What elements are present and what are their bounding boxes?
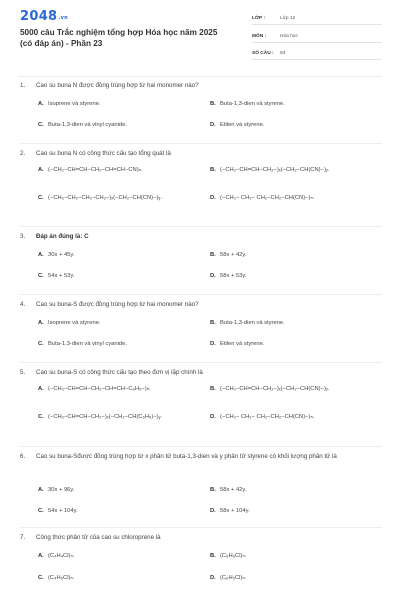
question-number: 2. [20,150,26,157]
meta-grade: LỚP : Lớp 12 [252,11,382,25]
document-title: 5000 câu Trắc nghiệm tổng hợp Hóa học năm 2025 (có đáp án) - Phần 23 [20,28,218,48]
option-text: (−CH₂−CH₂−CH₂−CH₂−)ₓ(−CH₂−CH(CN)−)ᵧ. [48,195,162,201]
question-text [20,149,382,158]
question-number: 6. [20,453,26,460]
option-text: (C₈H₆Cl)ₙ. [220,553,247,559]
option-letter: C. [38,508,44,514]
question-text [20,452,382,461]
option-a[interactable] [38,385,198,394]
question-6 [20,452,382,514]
option-text: Isoprene và styrene. [48,101,101,107]
question-number: 7. [20,534,26,541]
option-text: (−CH₂−CH=CH−CH₂−)ₓ(−CH₂−CH(CN)−)ᵧ. [220,167,330,173]
question-text [20,81,382,90]
question-body: Công thức phân tử của cao su chloroprene là [36,534,161,541]
option-letter: C. [38,575,44,581]
option-letter: C. [38,122,44,128]
question-body: Cao su buna N có công thức cấu tạo tổng quát là [36,150,171,157]
option-letter: A. [38,487,44,493]
question-body: Cao su buna-S được đồng trùng hợp từ hai monomer nào? [36,301,199,308]
option-letter: C. [38,195,44,201]
question-separator [20,362,382,363]
option-text: 58x + 104y. [220,508,250,514]
option-text: (C₆H₅Cl)ₙ. [220,575,247,581]
option-b[interactable] [210,486,370,495]
option-text: Isoprene và styrene. [48,320,101,326]
option-c[interactable] [38,340,198,349]
option-text: 30x + 45y. [48,252,75,258]
option-letter: A. [38,320,44,326]
option-a[interactable] [38,486,198,495]
option-letter: B. [210,101,216,107]
option-c[interactable] [38,272,198,281]
option-text: (−CH₂− CH₂− CH₂−CH₂−CH(CN)−)ₙ. [220,195,315,201]
option-letter: B. [210,553,216,559]
option-letter: C. [38,273,44,279]
option-text: Etilen và styrene. [220,122,265,128]
question-text [20,300,382,309]
option-letter: A. [38,386,44,392]
header-divider [18,76,382,77]
option-c[interactable] [38,121,198,130]
option-text: 58x + 53y. [220,273,247,279]
page-header [0,0,400,76]
option-c[interactable] [38,574,198,583]
option-letter: D. [210,508,216,514]
option-b[interactable] [210,166,370,175]
option-text: (−CH₂−CH=CH−CH₂−CH=CH−CN)ₙ. [48,167,143,173]
option-c[interactable] [38,507,198,516]
option-letter: A. [38,553,44,559]
option-a[interactable] [38,319,198,328]
option-a[interactable] [38,251,198,260]
option-text: (C₄H₅Cl)ₙ. [48,575,75,581]
question-text [20,232,382,241]
question-text [20,533,382,542]
option-d[interactable] [210,413,370,422]
option-text: Buta-1,3-dien và styrene. [220,320,285,326]
question-1 [20,81,382,128]
option-text: 54x + 53y. [48,273,75,279]
option-d[interactable] [210,340,370,349]
question-body: Đáp án đúng là: C [36,233,89,240]
option-a[interactable] [38,100,198,109]
option-letter: A. [38,252,44,258]
question-3 [20,232,382,279]
option-text: 30x + 96y. [48,487,75,493]
option-text: Buta-1,3-dien và vinyl cyanide. [48,341,127,347]
option-letter: D. [210,414,216,420]
option-letter: B. [210,386,216,392]
option-text: 58x + 42y. [220,487,247,493]
meta-question-count: SỐ CÂU : 83 [252,46,382,60]
question-separator [20,446,382,447]
option-a[interactable] [38,552,198,561]
question-4 [20,300,382,347]
option-b[interactable] [210,100,370,109]
question-number: 5. [20,369,26,376]
option-text: (−CH₂−CH=CH−CH₂−CH=CH−C₆H₅−)ₙ. [48,386,151,392]
question-body: Cao su buna N được đồng trùng hợp từ hai monomer nào? [36,82,199,89]
option-d[interactable] [210,121,370,130]
option-letter: D. [210,122,216,128]
option-letter: C. [38,414,44,420]
option-b[interactable] [210,251,370,260]
option-text: (−CH₂−CH=CH−CH₂−)ₓ(−CH₂−CH(CN)−)ᵧ. [220,386,330,392]
question-number: 1. [20,82,26,89]
question-separator [20,226,382,227]
option-d[interactable] [210,272,370,281]
option-b[interactable] [210,385,370,394]
option-d[interactable] [210,574,370,583]
question-7 [20,533,382,581]
meta-subject: MÔN : Hóa học [252,29,382,43]
option-c[interactable] [38,194,198,203]
option-a[interactable] [38,166,198,175]
option-text: (−CH₂−CH=CH−CH₂−)ₓ(−CH₂−CH(C₆H₅)−)ᵧ. [48,414,163,420]
option-text: (−CH₂− CH₂− CH₂−CH₂−CH(CN)−)ₙ. [220,414,315,420]
option-text: (C₄H₄Cl)ₙ. [48,553,75,559]
option-letter: B. [210,487,216,493]
option-letter: D. [210,273,216,279]
question-number: 3. [20,233,26,240]
question-body: Cao su buna-S có công thức cấu tạo theo đơn vị lặp chính là [36,369,203,376]
option-letter: A. [38,167,44,173]
document-meta [252,11,382,64]
option-c[interactable] [38,413,198,422]
option-text: Etilen và styrene. [220,341,265,347]
site-logo[interactable]: 2048.vn [20,9,69,24]
option-text: Buta-1,3-dien và styrene. [220,101,285,107]
option-text: 54x + 104y. [48,508,78,514]
option-letter: D. [210,195,216,201]
question-separator [20,527,382,528]
question-text [20,368,382,377]
option-letter: A. [38,101,44,107]
option-b[interactable] [210,319,370,328]
option-b[interactable] [210,552,370,561]
option-d[interactable] [210,507,370,516]
option-letter: B. [210,320,216,326]
question-separator [20,143,382,144]
question-body: Cao su buna-Sđược đồng trùng hợp từ x phân tử buta-1,3-dien và y phân tử styrene có khối lượng phân tử là [36,453,337,460]
question-5 [20,368,382,420]
option-d[interactable] [210,194,370,203]
option-letter: C. [38,341,44,347]
question-number: 4. [20,301,26,308]
option-text: 58x + 42y. [220,252,247,258]
option-letter: D. [210,575,216,581]
option-text: Buta-1,3-dien và vinyl cyanide. [48,122,127,128]
question-separator [20,294,382,295]
question-2 [20,149,382,201]
option-letter: B. [210,167,216,173]
option-letter: D. [210,341,216,347]
option-letter: B. [210,252,216,258]
